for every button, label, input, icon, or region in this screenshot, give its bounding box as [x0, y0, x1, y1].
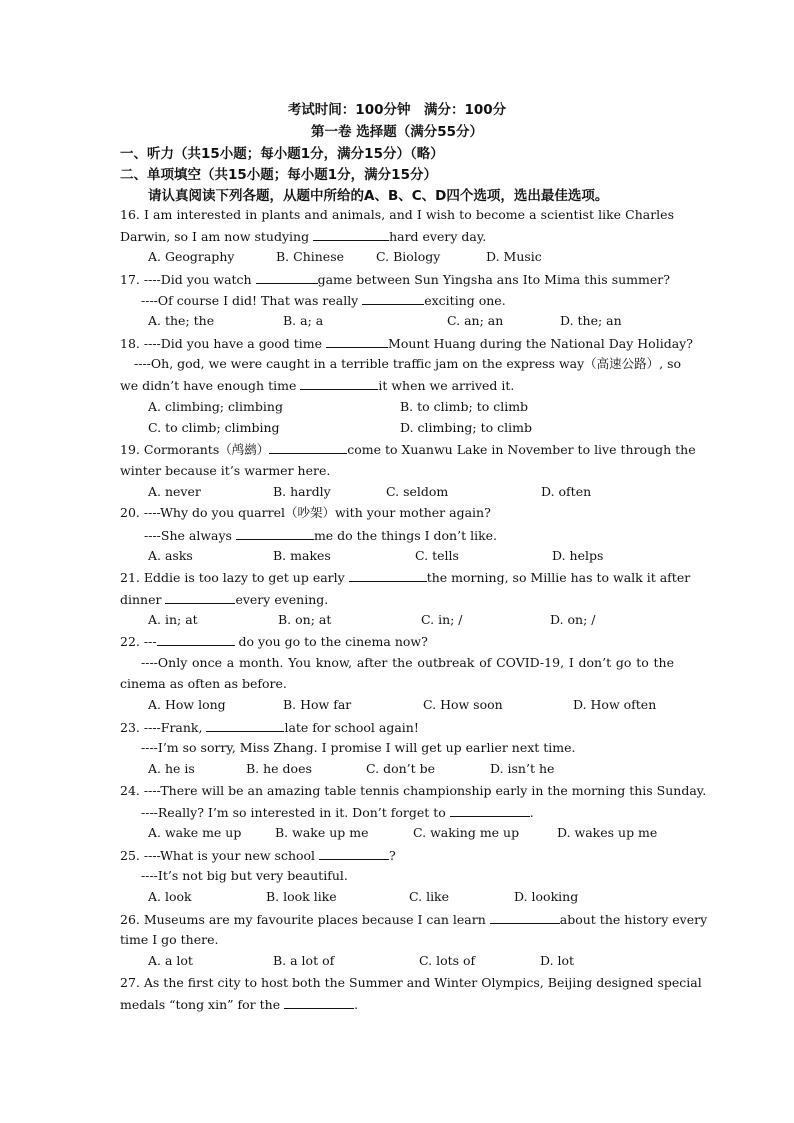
q17-option-b[interactable]: B. a; a	[283, 313, 324, 328]
q19-option-b[interactable]: B. hardly	[273, 484, 331, 499]
q16-option-b[interactable]: B. Chinese	[276, 249, 345, 264]
q27-line2: medals “tong xin” for the .	[120, 997, 359, 1012]
q25-option-c[interactable]: C. like	[409, 889, 450, 904]
q19-line2: winter because it’s warmer here.	[120, 463, 331, 478]
q20-option-a[interactable]: A. asks	[148, 548, 193, 563]
q24-option-c[interactable]: C. waking me up	[413, 825, 520, 840]
answer-blank[interactable]	[284, 996, 354, 1009]
q17-option-d[interactable]: D. the; an	[560, 313, 622, 328]
exam-time-header: 考试时间：100分钟 满分：100分	[287, 102, 507, 118]
q26-option-b[interactable]: B. a lot of	[273, 953, 335, 968]
q26-line1: 26. Museums are my favourite places because I can learn about the history every	[120, 912, 708, 927]
q24-line2: ----Really? I’m so interested in it. Don’t forget to .	[141, 805, 534, 820]
q21-line2: dinner every evening.	[120, 592, 329, 607]
q21-option-b[interactable]: B. on; at	[278, 612, 332, 627]
q24-option-b[interactable]: B. wake up me	[275, 825, 369, 840]
q17-option-a[interactable]: A. the; the	[148, 313, 215, 328]
q26-option-a[interactable]: A. a lot	[148, 953, 193, 968]
q20-option-c[interactable]: C. tells	[415, 548, 459, 563]
q24-option-a[interactable]: A. wake me up	[148, 825, 242, 840]
q23-line1: 23. ----Frank, late for school again!	[120, 720, 419, 735]
q22-option-c[interactable]: C. How soon	[423, 697, 503, 712]
answer-blank[interactable]	[256, 271, 318, 284]
q22-option-b[interactable]: B. How far	[283, 697, 352, 712]
q17-line1: 17. ----Did you watch game between Sun Yingsha ans Ito Mima this summer?	[120, 272, 670, 287]
q16-option-a[interactable]: A. Geography	[148, 249, 235, 264]
q23-option-b[interactable]: B. he does	[246, 761, 312, 776]
answer-blank[interactable]	[490, 911, 560, 924]
q16-line2: Darwin, so I am now studying hard every day.	[120, 229, 487, 244]
q21-option-d[interactable]: D. on; /	[550, 612, 596, 627]
q27-line1: 27. As the first city to host both the Summer and Winter Olympics, Beijing designed special	[120, 975, 702, 990]
answer-blank[interactable]	[165, 591, 235, 604]
answer-blank[interactable]	[269, 441, 347, 454]
q18-option-c[interactable]: C. to climb; climbing	[148, 420, 280, 435]
answer-blank[interactable]	[319, 847, 389, 860]
q25-line1: 25. ----What is your new school ?	[120, 848, 396, 863]
section-single-choice: 二、单项填空（共15小题；每小题1分，满分15分）	[120, 167, 437, 183]
answer-blank[interactable]	[450, 804, 530, 817]
q21-option-c[interactable]: C. in; /	[421, 612, 463, 627]
q25-option-d[interactable]: D. looking	[514, 889, 579, 904]
q21-line1: 21. Eddie is too lazy to get up early the morning, so Millie has to walk it after	[120, 570, 691, 585]
q23-option-d[interactable]: D. isn’t he	[490, 761, 555, 776]
answer-blank[interactable]	[300, 377, 378, 390]
answer-blank[interactable]	[206, 719, 284, 732]
instruction: 请认真阅读下列各题，从题中所给的A、B、C、D四个选项，选出最佳选项。	[148, 188, 609, 204]
q23-line2: ----I’m so sorry, Miss Zhang. I promise I will get up earlier next time.	[141, 740, 576, 755]
answer-blank[interactable]	[313, 228, 389, 241]
q16-option-c[interactable]: C. Biology	[376, 249, 441, 264]
q20-line2: ----She always me do the things I don’t like.	[144, 528, 498, 543]
answer-blank[interactable]	[326, 335, 388, 348]
q25-option-b[interactable]: B. look like	[266, 889, 337, 904]
q22-line1: 22. --- do you go to the cinema now?	[120, 634, 428, 649]
q18-line1: 18. ----Did you have a good time Mount Huang during the National Day Holiday?	[120, 336, 693, 351]
q22-line2: ----Only once a month. You know, after the outbreak of COVID-19, I don’t go to the	[141, 655, 674, 670]
q18-option-a[interactable]: A. climbing; climbing	[148, 399, 283, 414]
q22-option-d[interactable]: D. How often	[573, 697, 657, 712]
q23-option-a[interactable]: A. he is	[148, 761, 195, 776]
q24-line1: 24. ----There will be an amazing table tennis championship early in the morning this Sunday.	[120, 783, 707, 798]
q18-option-d[interactable]: D. climbing; to climb	[400, 420, 532, 435]
answer-blank[interactable]	[236, 527, 314, 540]
q26-line2: time I go there.	[120, 932, 219, 947]
q24-option-d[interactable]: D. wakes up me	[557, 825, 658, 840]
q19-option-d[interactable]: D. often	[541, 484, 592, 499]
q19-option-c[interactable]: C. seldom	[386, 484, 449, 499]
q20-option-d[interactable]: D. helps	[552, 548, 604, 563]
part-one-title: 第一卷 选择题（满分55分）	[311, 124, 483, 140]
q22-line3: cinema as often as before.	[120, 676, 287, 691]
q18-option-b[interactable]: B. to climb; to climb	[400, 399, 529, 414]
q20-option-b[interactable]: B. makes	[273, 548, 331, 563]
q17-option-c[interactable]: C. an; an	[447, 313, 504, 328]
q19-line1: 19. Cormorants（鸬鹚） come to Xuanwu Lake in November to live through the	[120, 442, 696, 457]
answer-blank[interactable]	[157, 633, 235, 646]
answer-blank[interactable]	[349, 569, 427, 582]
q21-option-a[interactable]: A. in; at	[148, 612, 198, 627]
q25-line2: ----It’s not big but very beautiful.	[141, 868, 348, 883]
answer-blank[interactable]	[362, 292, 424, 305]
q23-option-c[interactable]: C. don’t be	[366, 761, 436, 776]
q19-option-a[interactable]: A. never	[148, 484, 201, 499]
q17-line2: ----Of course I did! That was really exciting one.	[141, 293, 506, 308]
q26-option-c[interactable]: C. lots of	[419, 953, 476, 968]
q26-option-d[interactable]: D. lot	[540, 953, 575, 968]
q18-line3: we didn’t have enough time it when we arrived it.	[120, 378, 515, 393]
q16-option-d[interactable]: D. Music	[486, 249, 542, 264]
q22-option-a[interactable]: A. How long	[148, 697, 226, 712]
q20-line1: 20. ----Why do you quarrel（吵架）with your mother again?	[120, 505, 491, 520]
section-listening: 一、听力（共15小题；每小题1分，满分15分）（略）	[120, 146, 444, 162]
q16-line1: 16. I am interested in plants and animals, and I wish to become a scientist like Charles	[120, 207, 674, 222]
q25-option-a[interactable]: A. look	[148, 889, 192, 904]
q18-line2: ----Oh, god, we were caught in a terrible traffic jam on the express way（高速公路）, so	[134, 356, 682, 371]
